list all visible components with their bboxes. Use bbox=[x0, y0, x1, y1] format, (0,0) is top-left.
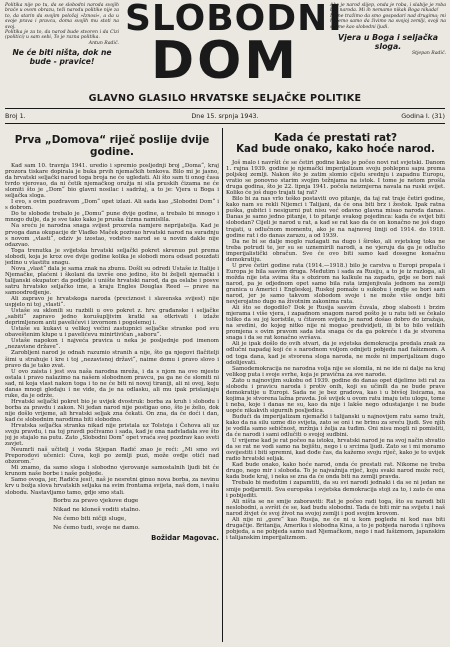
dateline bbox=[5, 110, 445, 122]
left-article-verse bbox=[5, 498, 219, 532]
masthead-subtitle: GLAVNO GLASILO HRVATSKE SELJAČKE POLITIKE bbox=[88, 93, 362, 104]
masthead-right-quote bbox=[330, 3, 446, 56]
issue-date: Dne 15. srpnja 1943. bbox=[191, 112, 259, 120]
left-quote-text-2: Politika je za to, da narod bude stvoren i da Cizi (politici) u sam sebi, To je razna politika. bbox=[5, 30, 119, 41]
article-paragraph: Hrvatski seljački pokret bio je uvijek dvostruk: borba za kruh i slobodu i borba za pravdu i zakon. Ni jedan narod nije postigao ono, što je želio, dok nije došlo vrijeme, ali hrvatski seljak zna čekati. On zna, da će doći i dan, kad će slobodnim narodima biti slobodno. bbox=[5, 398, 219, 423]
article-paragraph: Samo ovoga, jer, Radiću jesi!, naš je nesretni ginuo nova borba, za nevinu krv u božja slova hrvatskih seljaka na svim frontama svijeta, naš dom, i našu slobodu. Nastavljamo tamo, gdje smo stali. bbox=[5, 477, 219, 496]
article-paragraph: Trebalo bi međutim i zapamtiti, da su svi narodi jednaki i da se ni jedan ne smije podjarmiti. Sva europska i svjetska demokracija stoji za to, i zato će ona i pobijediti. bbox=[226, 480, 445, 499]
article-paragraph: Kad bude onako, kako hoće narod, onda će prestati rat. Nikome ne treba drugo, nego mir i sloboda. To je najvažnija riječ, koju svaki narod može reći, kada bude kraj, i neka se zna da će onda biti na zemlji pravda. bbox=[226, 462, 445, 481]
masthead-left-quote bbox=[5, 3, 119, 66]
article-paragraph: U ovo zaista i jest sva naša narodna mreža, i da s njom na ovo mjesto ostala i pravo nalazimo na našem slobodnom pravcu, pa ga ne će slomiti ni sad, ni koja vlast nakon toga i to ne će biti ni novoj tiraniji, ali ni ovoj, koju danas mnogi gledaju i ne vide, da je na odlasku, ali mu ipak prislanjaju ruke, da je održe. bbox=[5, 368, 219, 399]
right-quote-text-2: Mi ne tražimo da smo gospodari nad drugima; mi hoćemo samo da živimo na svojoj zemlji, svoji na svome kao slobodni ljudi. bbox=[330, 13, 446, 30]
left-article bbox=[5, 128, 219, 642]
right-article bbox=[226, 128, 445, 642]
right-article-headline: Kada će prestati rat? bbox=[273, 132, 397, 144]
article-paragraph: Ustaše su sklonili su razbili u ovo pokret z. hrv. građanske i seljačke „sabiti“ zapravo jedno korušupljivim kratki sa otkrivati i izlaže deprimljenom anti pavelićevi i izvornom i pogolemoj i. bbox=[5, 308, 219, 327]
right-article-subheadline: Kad bude onako, kako hoće narod. bbox=[236, 144, 435, 155]
article-paragraph: Mi znamo, da samo sloga i slobodno vjerovanje samostalnih ljudi bit će krunom naše borbe i naše pobjede. bbox=[5, 465, 219, 478]
article-paragraph: Bilo bi za nas vrlo teško postaviti ovo pitanje, da taj rat traje četiri godine, kako nam su rekli Nijemci i Talijani, da će ona biti brz i žestok. Ipak ratna puška, gubitci i nesigurni put nisu već odavno glavna misao naroda danas. Danas je samo jedno pitanje, i to pitanje svakog pojedinca: kada će svijet biti slobodan? Cijeli je narod u rat, a kad se rat kao da će on konačno ne još dugo trajati, u odlučnom momentu, ako je na najnovoj liniji od 1914. do 1918. godine rat i do danas zarazu, a od 1939. bbox=[226, 196, 445, 239]
article-paragraph: I evo, s ovim pozdravom „Dom“ opet izlazi. Ali sada kao „Slobodni Dom“ i s dobrom. bbox=[5, 199, 219, 212]
left-quote-text: Politika nije po tu, da se slobodni naroda svojih braće u ovom obrazu, teži narodu politike nije za to, da starin da svojim položaj »Iznosi«, a da u svoje prava i pravcu, doma svojih mu stoti na svoj. bbox=[5, 3, 119, 30]
article-paragraph: Da ne bi se dalje moglo razlagati na dugo i široko, ali svjetskog toka ne treba potrudi te, jer su se uznemirili narodi, a ne vjeruju da ga je odlučio imperijalistički obračun. Sve će ovo biti samo kad dosegne konačnu demokratiju. bbox=[226, 238, 445, 263]
article-paragraph: U vrijeme kad je rat počeo na istoku, hrvatski narod je na svoj način shvatio da se rat ne vodi samo na bojištu, nego i u srcima ljudi. Zato se i mi moramo osvijestiti i biti spremni, kad dođe čas, da kažemo svoju riječ, kako je to uvijek radio hrvatski seljak. bbox=[226, 438, 445, 463]
left-article-body bbox=[5, 163, 219, 496]
article-paragraph: Do te slobode trebalo je „Domu“ pune dvije godine, a trebalo bi mnogo i mnogo dulje, da je sve tako kako je pruska čizma namislila. bbox=[5, 211, 219, 224]
right-slogan: Vjera u Boga i seljačka sloga. bbox=[338, 33, 438, 52]
verse-line: Ne ćemo tudi, svoje ne damo. bbox=[53, 524, 140, 531]
article-paragraph: Budući da imperijalizam njemački i talijanski u najnovijem ratu samo traži, kako da na silu uzme dio svijeta, zato se oni i ne brinu za sreću ljudi. Sve njih je vodila samo sebičnost, mržnja i želja za tuđim. Oni nisu mogli ni pomisliti, da će narodi i sami odlučiti o svojoj sudbini. bbox=[226, 413, 445, 439]
article-paragraph: Hrvatska seljačka stranka nikad nije pristala uz Tolstoja i Čehova ali uz svoju pravdu, i na toj pravdi počivamo i sada, kad je ona nadvladala sve što joj je stajalo na putu. Zato „Slobodni Dom“ opet vraća svoj pozdrav kao sveti zavjet. bbox=[5, 423, 219, 448]
verse-line: Borbu za pravo vjekove duge bbox=[53, 497, 139, 504]
left-quote-author: Antun Radić. bbox=[88, 40, 119, 46]
article-paragraph: Na sreću je narodna snaga svijest prozrela namjere neprijatelja. Kad je prvoga dana okupacije dr Vladko Maček pozivao hrvatski narod na suradnju s novom „vlasti“, odziv je izostao, vodstvo narod se u novim dakle nije odazvao. bbox=[5, 223, 219, 248]
issue-number: Broj 1. bbox=[5, 112, 26, 120]
left-slogan: Ne će biti ništa, dok ne bude - pravice! bbox=[12, 48, 112, 67]
article-paragraph: Zato u najnovijim sukobu od 1939. godine do danas opet dijelimo isti rat za slobodu i pravicu naroda i protiv onih, koji su učinili da ne bude prave demokratije u Europi. Sada ne je bez gradova, kao i u bivšoj lisicama, na kojima je stvorena lažna pravda. Još uvijek u ovom ratu imaju istu ulogu, tome i neba, koje i danas ne su, kao da nije i lakše nego odustajanje i ne bude uopće nikakvih sigurnih posljedica. bbox=[226, 377, 445, 414]
column-divider bbox=[222, 128, 223, 642]
right-article-body bbox=[226, 160, 445, 541]
right-quote-text: Ako je narod slijep, onda je roba, i slabije je roba bez naroda. Mi ih nemamo nikak Boga nikada! bbox=[330, 3, 446, 14]
article-paragraph: Toga trenutka je svijetska hrvatski seljački pokret skrenuo put prema slobodi, koja je kroz ove dvije godine kolika je slobodi mora odsad pouzdati jedino u vlastitu snagu. bbox=[5, 247, 219, 266]
right-quote-author: Stjepan Radić. bbox=[412, 51, 446, 57]
article-paragraph: Neumrli naš učitelj i voda Stjepan Radić znao je reći: „Mi smo svi Preporodovi učenici: Čuva, koji po zemlji puzi, može ovdje otići nad obzorom.“ bbox=[5, 447, 219, 466]
article-paragraph: Ali što se dogodilo? Dok je Rusija sasvim čuvala, zbog slabosti i brzim mjerama i više vjera, i zapadnom snagom narod pošto je u ratu isti se čekalo toliko da su joj koristile, u čitavom svijetu je narod došao dobro do izražaja, na sredini, do kojeg nitko nije ni mogao predvidjeti, ili bi to bilo velikih promjena s ovim pravom sada ista snaga će da ga pokreće i da je stvorena snaga i da se rat konačno svršava. bbox=[226, 305, 445, 342]
article-paragraph: Samodemokracija ne narodna volja nije se slomila, ni ne ide ni dalje na kraj velikog puta i svoje svrhe, koja je pravična za sve narode. bbox=[226, 365, 445, 378]
article-paragraph: Ali ništa se ne smije zaboraviti: Rat je počeo radi toga, što su narodi bili neslobodni, a svršit će se, kad budu slobodni. Tada će biti mir na svijetu i naš narod živjet će svoj život na svojoj zemlji i pod svojim krovom. bbox=[226, 498, 445, 517]
article-paragraph: Ali zapravo je hrvatskoga naroda (preciznost i slavenska svijest) nije uspjelo ni toj „vlasti“. bbox=[5, 296, 219, 309]
dateline-top-rule bbox=[5, 108, 445, 109]
article-paragraph: Ustaše napokon i najveća pravica u neka je posljednje pod imenom „nezavisne države“. bbox=[5, 338, 219, 351]
article-paragraph: Ali je ipak došlo do ovih stvari, da je svjetska demokracija predala znak za odlučni napadaj koji će s narodnom voljom odnijeti pobjedu nad fašizmom. A od toga dana, kad je stvorena sloga naroda, ne može ni imperijalizam dugo odolijevati. bbox=[226, 341, 445, 366]
verse-line: Ne ćemo biti ničiji sluge, bbox=[53, 515, 127, 522]
left-article-signature: Božidar Magovac. bbox=[151, 533, 219, 542]
left-article-headline: Prva „Domova“ riječ poslije dvije godine. bbox=[14, 134, 210, 158]
article-paragraph: Ali nije ni „gore“ kao Rusija, ne će ni u kom pogledu ni kod nas biti drugačije. Britanija, Amerika i slobodna Kina, a to je pobjeda naroda i njihova pobjeda, a ne pobjeda samo nad Njemačkom, nego i nad fašizmom, japanskim i talijanskim imperijalizmom. bbox=[226, 516, 445, 541]
article-paragraph: Nova „vlast“ dala je sama znak na zbunu. Došli su odredi Ustaše iz Italije i Njemačke, plaćeni i školani da izvrše ono jedino, što bi željeli njemački i talijanski okupator: da podijele i unište hrvatski narod, da ga oslabe i posve satru hrvatsko seljačko ime, a kraju Engles Douglas Reed — prave na samoodredjenje. bbox=[5, 265, 219, 296]
verse-line: Nikad ne kloneš voditi stalno. bbox=[53, 506, 141, 513]
article-paragraph: U prve četiri godine rata (1914.—1918.) bilo je carstva u Europi propala i Europa je bila sasvim druga. Međutim i sada za Rusiju, a to je iz razloga, ali možda nije ista svima šta s obzirom na kalkule na zapadu, gdje se bori naš narod, pa je odjednom opet samo bila rata izmjenjivala jednom na zemlji granica u Americi i Engleskoj, Ruskoj pomaže u sukobu i ondje se bori sam narod, jer je samo takvom slobodom svoje i ne može više ondje biti nevjerojatno dugo na životnim zakonima rata. bbox=[226, 262, 445, 306]
article-paragraph: Zarobljeni narod je odnah razumio stranih a nije, što ga njegovi flačitelji šimi u strahuje i kre i toj „nezavisnoj državi“, naime domu i pravo slovo i pravo da je tako zvat. bbox=[5, 350, 219, 369]
issue-year: Godina I. (31) bbox=[401, 112, 445, 120]
article-paragraph: Kad sam 10. travnja 1941. uredio i spremio posljednji broj „Doma“, kraj prozora tiskare dopirala je buka prvih njemačkih tenkova. Bilo mi je jasno, da hrvatski seljački narod toga broja ne će ugledati. Ali što sam ti onog časa tvrdo vjerovao, da ni četik njemačkog oružja ni sila pruskih čizama ne će slomiti što je „Dom“ bio glavni nosilac i sadržaj, a to je: Vjera u Boga i seljačka sloga. bbox=[5, 163, 219, 200]
article-paragraph: Ustaše su kukavi u velikoj većini zastupnici seljačke stranke pod svu obaveštenim klupe u i pavelićevu minirtivičan „saboru“. bbox=[5, 326, 219, 339]
masthead-title-big: DOM bbox=[150, 31, 300, 91]
masthead-title: SLOBODNI bbox=[125, 0, 343, 39]
dateline-bottom-rule bbox=[5, 123, 445, 124]
article-paragraph: Još malo i navršit će se četiri godine kako je počeo novi rat svjetski. Danom 1. rujna 1939. godine je njemački imperijalizam svoju pohlepnu sapu prema poljskoj zemlji. Nakon što je zatim slomio cijelu srednju i zapadnu Europu, vratio se ponovno starim svojim težnjama na istok. I tome je netom prošla druga godina, što je 22. lipnja 1941. počela neizmjerna navala na ruski svijet. Koliko će još dugo trajati taj rat? bbox=[226, 160, 445, 197]
